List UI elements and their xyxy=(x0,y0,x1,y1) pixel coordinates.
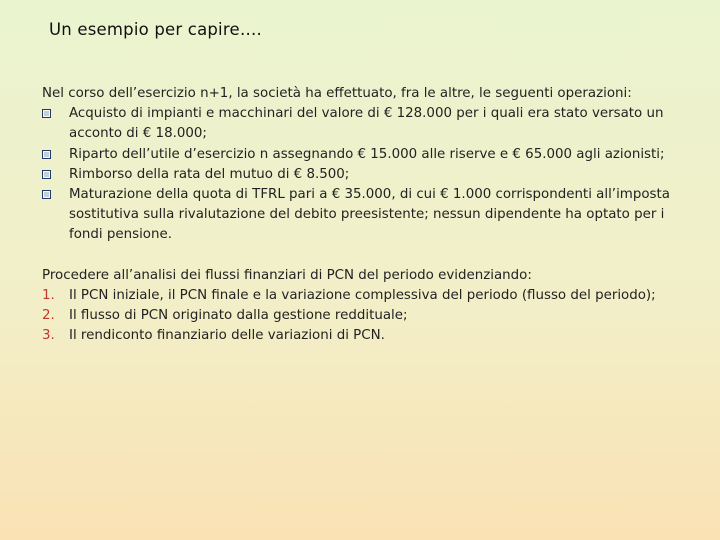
slide-title: Un esempio per capire…. xyxy=(49,20,262,39)
operation-item xyxy=(42,185,692,246)
operation-text: Riparto dell’utile d’esercizio n assegnando € 15.000 alle riserve e € 65.000 agli azionisti; xyxy=(69,146,665,162)
square-bullet-icon xyxy=(42,150,51,159)
task-text: Il flusso di PCN originato dalla gestione reddituale; xyxy=(69,308,408,324)
operation-item xyxy=(42,145,692,165)
tasks-list xyxy=(42,286,692,347)
operation-text: Acquisto di impianti e macchinari del valore di € 128.000 per i quali era stato versato un acconto di € 18.000; xyxy=(69,106,664,142)
section-gap xyxy=(42,246,692,266)
intro-paragraph: Nel corso dell’esercizio n+1, la società ha effettuato, fra le altre, le seguenti operazioni: xyxy=(42,86,632,101)
square-bullet-icon xyxy=(42,109,51,118)
task-number: 3. xyxy=(42,328,55,344)
operation-item xyxy=(42,104,692,144)
square-bullet-icon xyxy=(42,170,51,179)
task-item xyxy=(42,326,692,346)
task-text: Il PCN iniziale, il PCN finale e la variazione complessiva del periodo (flusso del periodo); xyxy=(69,287,656,303)
operation-text: Rimborso della rata del mutuo di € 8.500; xyxy=(69,166,350,182)
task-text: Il rendiconto finanziario delle variazioni di PCN. xyxy=(69,328,385,344)
task-number: 2. xyxy=(42,308,55,324)
task-number: 1. xyxy=(42,287,55,303)
operations-list xyxy=(42,104,692,245)
task-intro: Procedere all’analisi dei flussi finanziari di PCN del periodo evidenziando: xyxy=(42,267,532,283)
operation-text: Maturazione della quota di TFRL pari a € 35.000, di cui € 1.000 corrispondenti all’imposta sostitutiva sulla rivalutazione del debito preesistente; nessun dipendente ha optato per i fondi pensione. xyxy=(69,187,670,243)
slide-content xyxy=(42,84,692,346)
task-item xyxy=(42,286,692,306)
square-bullet-icon xyxy=(42,190,51,199)
operation-item xyxy=(42,165,692,185)
task-item xyxy=(42,306,692,326)
